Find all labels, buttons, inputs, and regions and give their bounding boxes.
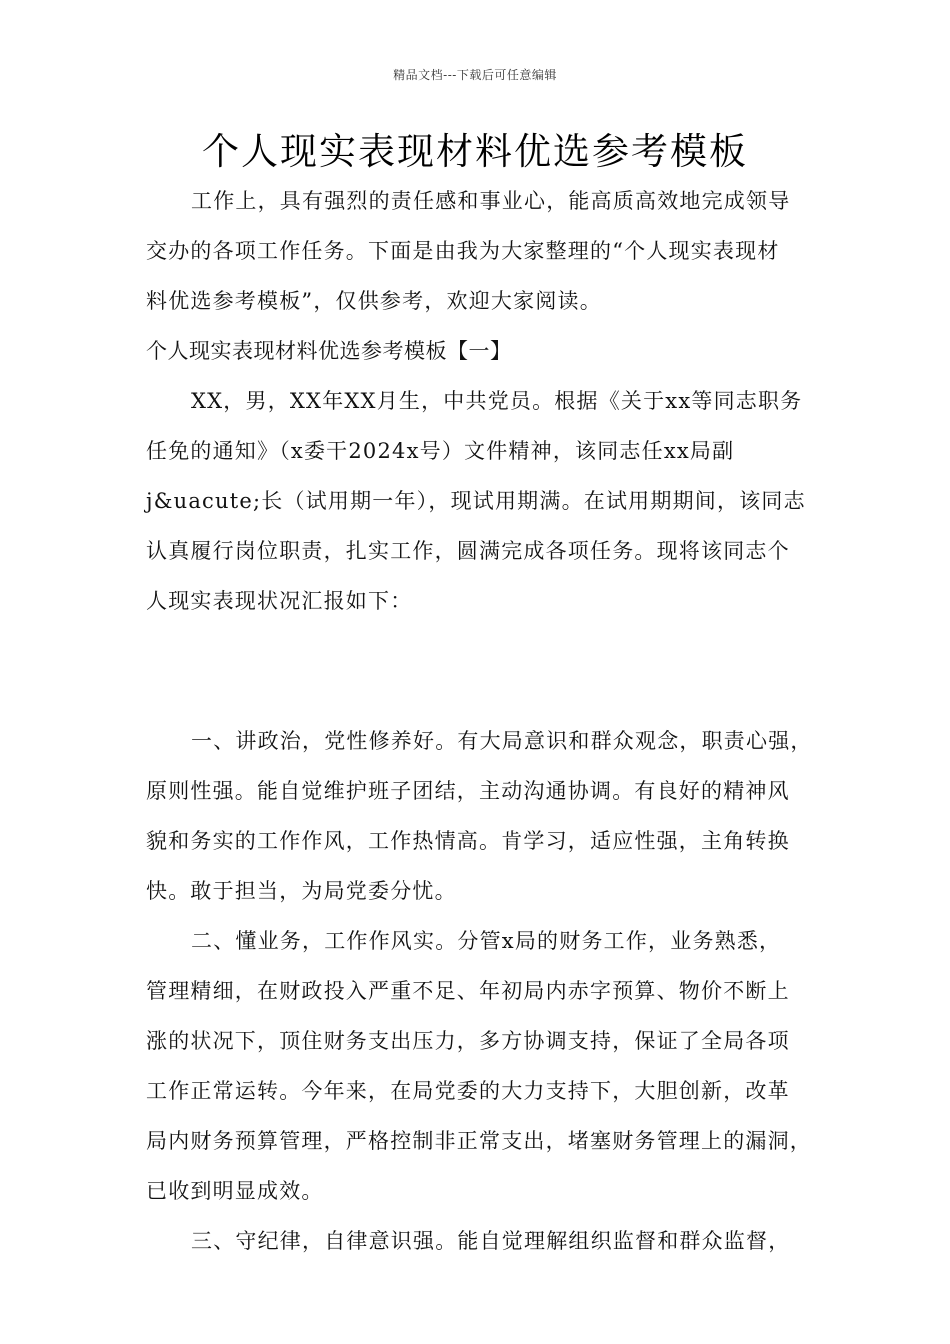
paragraph-line: 工作正常运转。今年来，在局党委的大力支持下，大胆创新，改革 [146, 1079, 790, 1103]
header-note: 精品文档---下载后可任意编辑 [393, 68, 557, 82]
paragraph-line: 涨的状况下，顶住财务支出压力，多方协调支持，保证了全局各项 [146, 1029, 790, 1053]
paragraph-line: 料优选参考模板”，仅供参考，欢迎大家阅读。 [146, 289, 602, 313]
paragraph-line: 貌和务实的工作作风，工作热情高。肯学习，适应性强，主角转换 [146, 829, 790, 853]
intro-paragraph [146, 176, 826, 326]
paragraph-discipline [146, 1216, 826, 1266]
paragraph-line: 任免的通知》（x委干2024x号）文件精神，该同志任xx局副 [146, 439, 735, 463]
paragraph-line: XX，男，XX年XX月生，中共党员。根据《关于xx等同志职务 [191, 389, 803, 413]
paragraph-line: 人现实表现状况汇报如下： [146, 589, 413, 613]
paragraph-line: 一、讲政治，党性修养好。有大局意识和群众观念，职责心强， [191, 729, 813, 753]
paragraph-line: 原则性强。能自觉维护班子团结，主动沟通协调。有良好的精神风 [146, 779, 790, 803]
section-heading: 个人现实表现材料优选参考模板【一】 [146, 339, 512, 363]
paragraph-line: 局内财务预算管理，严格控制非正常支出，堵塞财务管理上的漏洞， [146, 1129, 812, 1153]
paragraph-business [146, 916, 826, 1216]
paragraph-line: 二、懂业务，工作作风实。分管x局的财务工作，业务熟悉， [191, 929, 782, 953]
paragraph-line: 交办的各项工作任务。下面是由我为大家整理的“个人现实表现材 [146, 239, 780, 263]
paragraph-line: 认真履行岗位职责，扎实工作，圆满完成各项任务。现将该同志个 [146, 539, 790, 563]
paragraph-line: 已收到明显成效。 [146, 1179, 324, 1203]
paragraph-line: j&uacute;长（试用期一年），现试用期满。在试用期期间，该同志 [146, 489, 806, 513]
paragraph-politics [146, 716, 826, 916]
page-title: 个人现实表现材料优选参考模板 [202, 130, 748, 173]
paragraph-line: 三、守纪律，自律意识强。能自觉理解组织监督和群众监督， [191, 1229, 791, 1253]
blank-line [146, 676, 826, 716]
paragraph-line: 快。敢于担当，为局党委分忧。 [146, 879, 457, 903]
document-body [146, 176, 826, 1266]
paragraph-line: 工作上，具有强烈的责任感和事业心，能高质高效地完成领导 [191, 189, 791, 213]
paragraph-line: 管理精细，在财政投入严重不足、年初局内赤字预算、物价不断上 [146, 979, 790, 1003]
blank-line [146, 626, 826, 676]
paragraph-basic-info [146, 376, 826, 626]
